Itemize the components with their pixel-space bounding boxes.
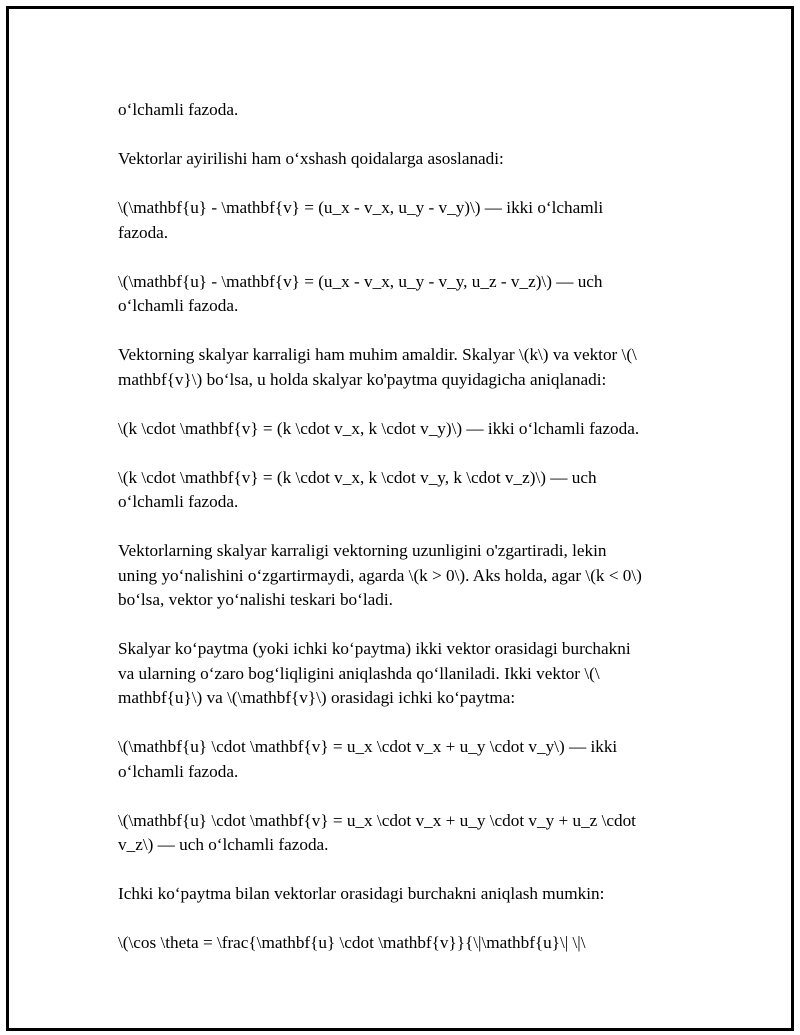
formula-paragraph: \(\mathbf{u} - \mathbf{v} = (u_x - v_x, u_y - v_y, u_z - v_z)\) — uch o‘lchamli fazoda. — [118, 271, 603, 315]
formula-paragraph: \(\mathbf{u} \cdot \mathbf{v} = u_x \cdot v_x + u_y \cdot v_y\) — ikki o‘lchamli fazoda. — [118, 737, 618, 781]
paragraph: Vektorlarning skalyar karraligi vektorning uzunligini o'zgartiradi, lekin uning yo‘nalishini o‘zgartirmaydi, agarda \(k > 0\). Aks holda, agar \(k < 0\) bo‘lsa, vektor yo‘nalishi teskari bo‘ladi. — [118, 541, 642, 609]
paragraph: Vektorlar ayirilishi ham o‘xshash qoidalarga asoslanadi: — [118, 149, 504, 168]
document-body — [118, 98, 708, 980]
paragraph: Vektorning skalyar karraligi ham muhim amaldir. Skalyar \(k\) va vektor \(\ mathbf{v}\) bo‘lsa, u holda skalyar ko'paytma quyidagicha aniqlanadi: — [118, 345, 637, 389]
formula-paragraph: \(k \cdot \mathbf{v} = (k \cdot v_x, k \cdot v_y)\) — ikki o‘lchamli fazoda. — [118, 418, 640, 438]
page-frame — [6, 6, 794, 1031]
formula-paragraph: \(\mathbf{u} - \mathbf{v} = (u_x - v_x, u_y - v_y)\) — ikki o‘lchamli fazoda. — [118, 198, 604, 242]
paragraph: o‘lchamli fazoda. — [118, 100, 239, 119]
paragraph: Skalyar ko‘paytma (yoki ichki ko‘paytma) ikki vektor orasidagi burchakni va ularning o‘zaro bog‘liqligini aniqlashda qo‘llaniladi. Ikki vektor \(\ mathbf{u}\) va \(\mathbf{v}\) orasidagi ichki ko‘paytma: — [118, 639, 631, 707]
formula-paragraph: \(\cos \theta = \frac{\mathbf{u} \cdot \mathbf{v}}{\|\mathbf{u}\| \|\ — [118, 933, 586, 952]
paragraph: Ichki ko‘paytma bilan vektorlar orasidagi burchakni aniqlash mumkin: — [118, 884, 605, 903]
formula-paragraph: \(k \cdot \mathbf{v} = (k \cdot v_x, k \cdot v_y, k \cdot v_z)\) — uch o‘lchamli fazoda. — [118, 467, 597, 511]
formula-paragraph: \(\mathbf{u} \cdot \mathbf{v} = u_x \cdot v_x + u_y \cdot v_y + u_z \cdot v_z\) — uch o‘lchamli fazoda. — [118, 810, 636, 854]
